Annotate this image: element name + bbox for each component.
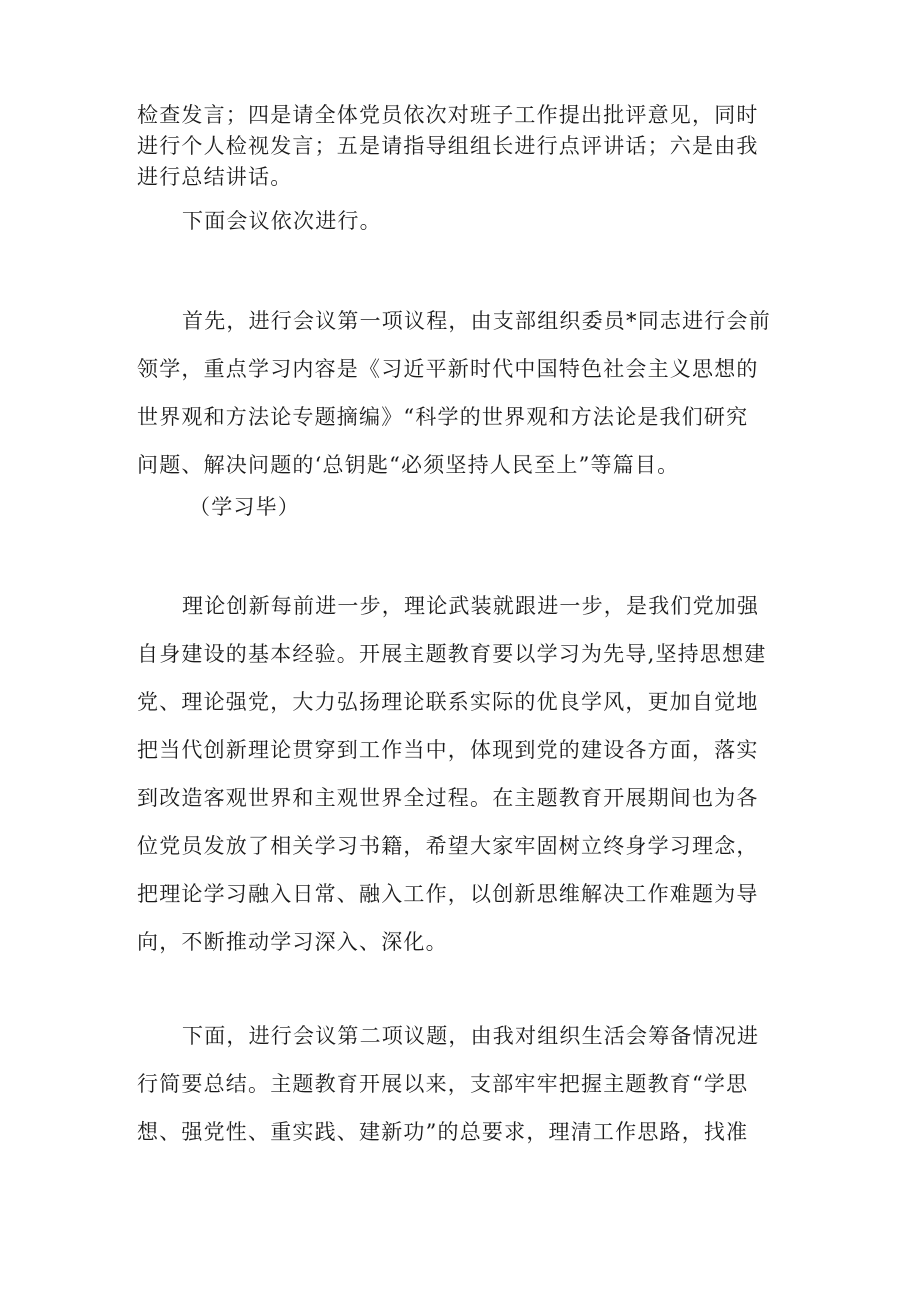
text-line: 理论创新每前进一步，理论武装就跟进一步，是我们党加强 [182, 594, 760, 618]
paragraph-5 [137, 582, 791, 966]
text-line: 下面，进行会议第二项议题，由我对组织生活会筹备情况进 [182, 1024, 760, 1048]
paragraph-6 [137, 1012, 791, 1156]
text-line: 把当代创新理论贯穿到工作当中，体现到党的建设各方面，落实 [137, 738, 759, 762]
text-line: 位党员发放了相关学习书籍，希望大家牢固树立终身学习理念， [137, 834, 759, 858]
paragraph-4 [137, 492, 791, 523]
text-line: 领学，重点学习内容是《习近平新时代中国特色社会主义思想的 [137, 357, 759, 381]
paragraph-1 [137, 100, 791, 193]
text-line: 想、强党性、重实践、建新功”的总要求，理清工作思路，找准 [137, 1120, 749, 1144]
text-line: 进行总结讲话。 [137, 165, 293, 189]
paragraph-2 [137, 206, 791, 237]
text-line: 党、理论强党，大力弘扬理论联系实际的优良学风，更加自觉地 [137, 690, 759, 714]
paragraph-3 [137, 297, 791, 489]
text-line: 到改造客观世界和主观世界全过程。在主题教育开展期间也为各 [137, 786, 759, 810]
text-line: 世界观和方法论专题摘编》“科学的世界观和方法论是我们研究 [137, 405, 749, 429]
text-line: 检查发言；四是请全体党员依次对班子工作提出批评意见，同时 [137, 103, 759, 127]
text-line: 向，不断推动学习深入、深化。 [137, 930, 448, 954]
text-line: 问题、解决问题的‘总钥匙“必须坚持人民至上”等篇目。 [137, 453, 680, 477]
text-line: 首先，进行会议第一项议程，由支部组织委员*同志进行会前 [182, 309, 771, 333]
text-line: 进行个人检视发言；五是请指导组组长进行点评讲话；六是由我 [137, 134, 759, 158]
text-line: 把理论学习融入日常、融入工作，以创新思维解决工作难题为导 [137, 882, 759, 906]
text-line: 下面会议依次进行。 [182, 209, 382, 233]
text-line: 自身建设的基本经验。开展主题教育要以学习为先导,坚持思想建 [137, 642, 767, 666]
text-line: （学习毕） [189, 495, 300, 519]
text-line: 行简要总结。主题教育开展以来，支部牢牢把握主题教育“学思 [137, 1072, 749, 1096]
